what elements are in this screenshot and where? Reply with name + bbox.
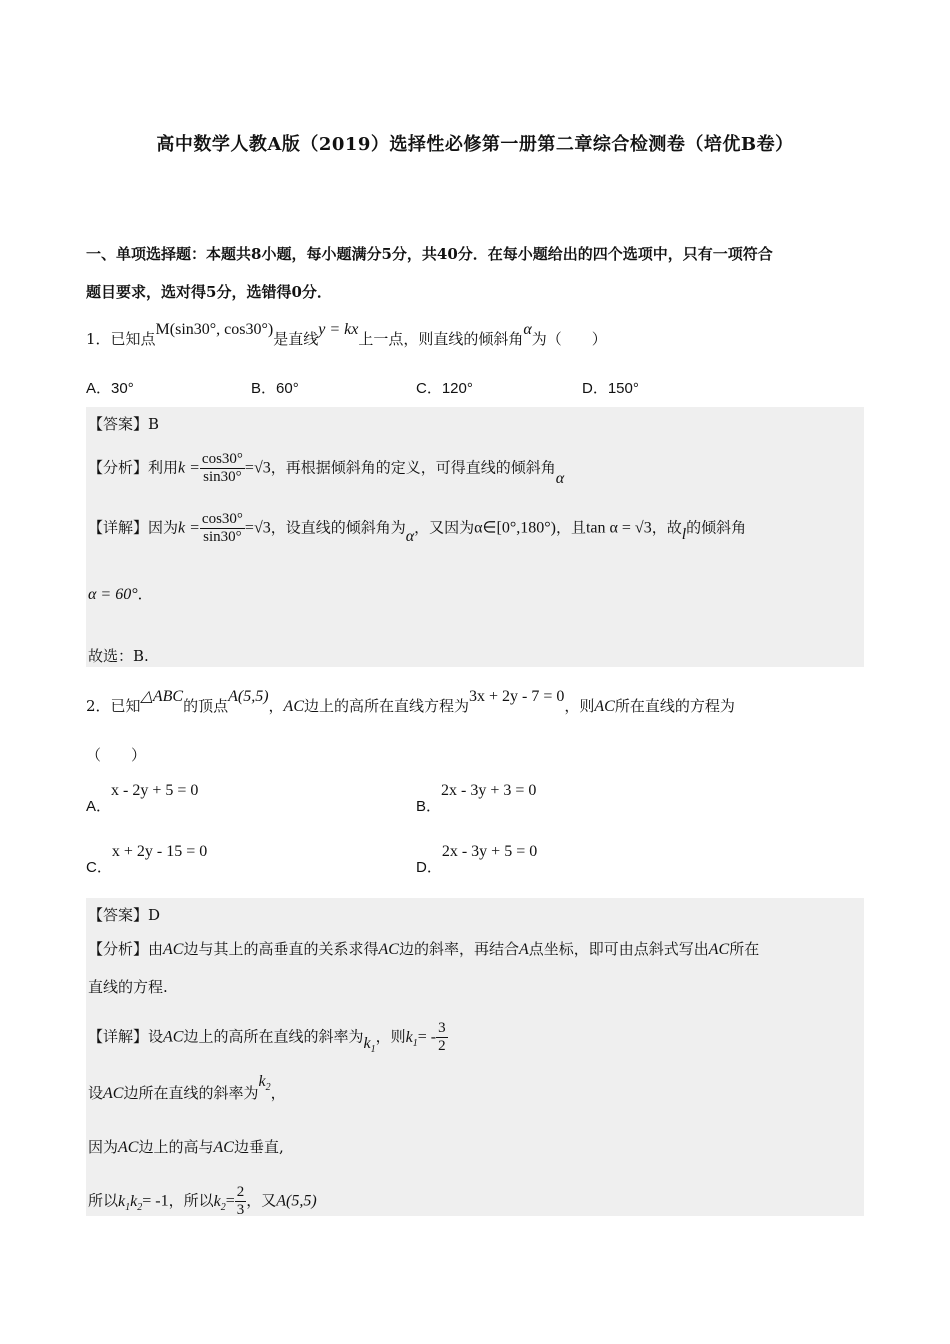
q1-solution-box <box>86 407 864 667</box>
q2-option-d: D．2x - 3y + 5 = 0 <box>416 843 538 876</box>
q2-answer: 【答案】D <box>88 906 161 924</box>
q2-so: 所以$k_1k_2= -1$，所以$k_2=$ $\frac{2}{3}$ ，又A(5,5) <box>88 1184 317 1218</box>
section-heading-cont: 题目要求，选对得5分，选错得0分． <box>86 283 332 301</box>
q1-line-eq: y = kx <box>318 321 359 338</box>
q1-option-d: D．150° <box>582 380 639 397</box>
page-title: 高中数学人教A版（2019）选择性必修第一册第二章综合检测卷（培优B卷） <box>156 134 794 155</box>
q1-text: 为（ ） <box>531 330 607 348</box>
q1-choose: 故选：B. <box>88 647 149 665</box>
q2-option-c: C．x + 2y - 15 = 0 <box>86 843 208 876</box>
q1-text: 上一点，则直线的倾斜角 <box>358 330 524 348</box>
q1-detail: 【详解】因为k = $\frac{\cos 30^\circ}{\sin 30^\circ}$ =√3，设直线的倾斜角为α，又因为α∈[0°,180°)，且tan α = √3，故l的倾斜角 <box>88 511 747 545</box>
q1-fraction: $\frac{\cos 30^\circ}{\sin 30^\circ}$ <box>201 451 243 485</box>
q1-option-b: B．60° <box>251 380 299 397</box>
q1-number: 1．已知点 <box>86 330 156 348</box>
q1-analysis: 【分析】利用k = $\frac{\cos 30^\circ}{\sin 30^\circ}$ =√3，再根据倾斜角的定义，可得直线的倾斜角α <box>88 451 565 487</box>
q2-option-b: B．2x - 3y + 3 = 0 <box>416 782 537 815</box>
q1-alpha: α <box>523 321 532 338</box>
question-2-stem: 2．已知△ABC的顶点A(5,5)，AC边上的高所在直线方程为3x + 2y - 7 = 0，则AC所在直线的方程为 <box>86 688 735 715</box>
q1-text: 是直线 <box>273 330 319 348</box>
q2-analysis: 【分析】由AC边与其上的高垂直的关系求得AC边的斜率，再结合A点坐标，即可由点斜式写出AC所在 <box>88 940 760 958</box>
q2-analysis-cont: 直线的方程. <box>88 978 168 996</box>
q1-option-c: C．120° <box>416 380 473 397</box>
q2-detail: 【详解】设AC边上的高所在直线的斜率为$k_1$，则$k_1=$ - $\frac{3}{2}$ <box>88 1020 446 1055</box>
q2-option-a: A．x - 2y + 5 = 0 <box>86 782 199 815</box>
q2-because: 因为AC边上的高与AC边垂直, <box>88 1138 284 1156</box>
q2-set-slope: 设AC边所在直线的斜率为$k_2$， <box>88 1073 286 1102</box>
q2-solution-box <box>86 898 864 1216</box>
q2-paren: （ ） <box>86 746 147 764</box>
question-1-stem <box>86 321 607 349</box>
q1-answer: 【答案】B <box>88 415 160 433</box>
q1-detail-cont: α = 60°． <box>88 585 153 603</box>
section-heading: 一、单项选择题：本题共8小题，每小题满分5分，共40分．在每小题给出的四个选项中，只有一项符合 <box>86 245 773 263</box>
q1-option-a: A．30° <box>86 380 134 397</box>
q1-point-m: M(sin30°, cos30°) <box>155 321 274 338</box>
